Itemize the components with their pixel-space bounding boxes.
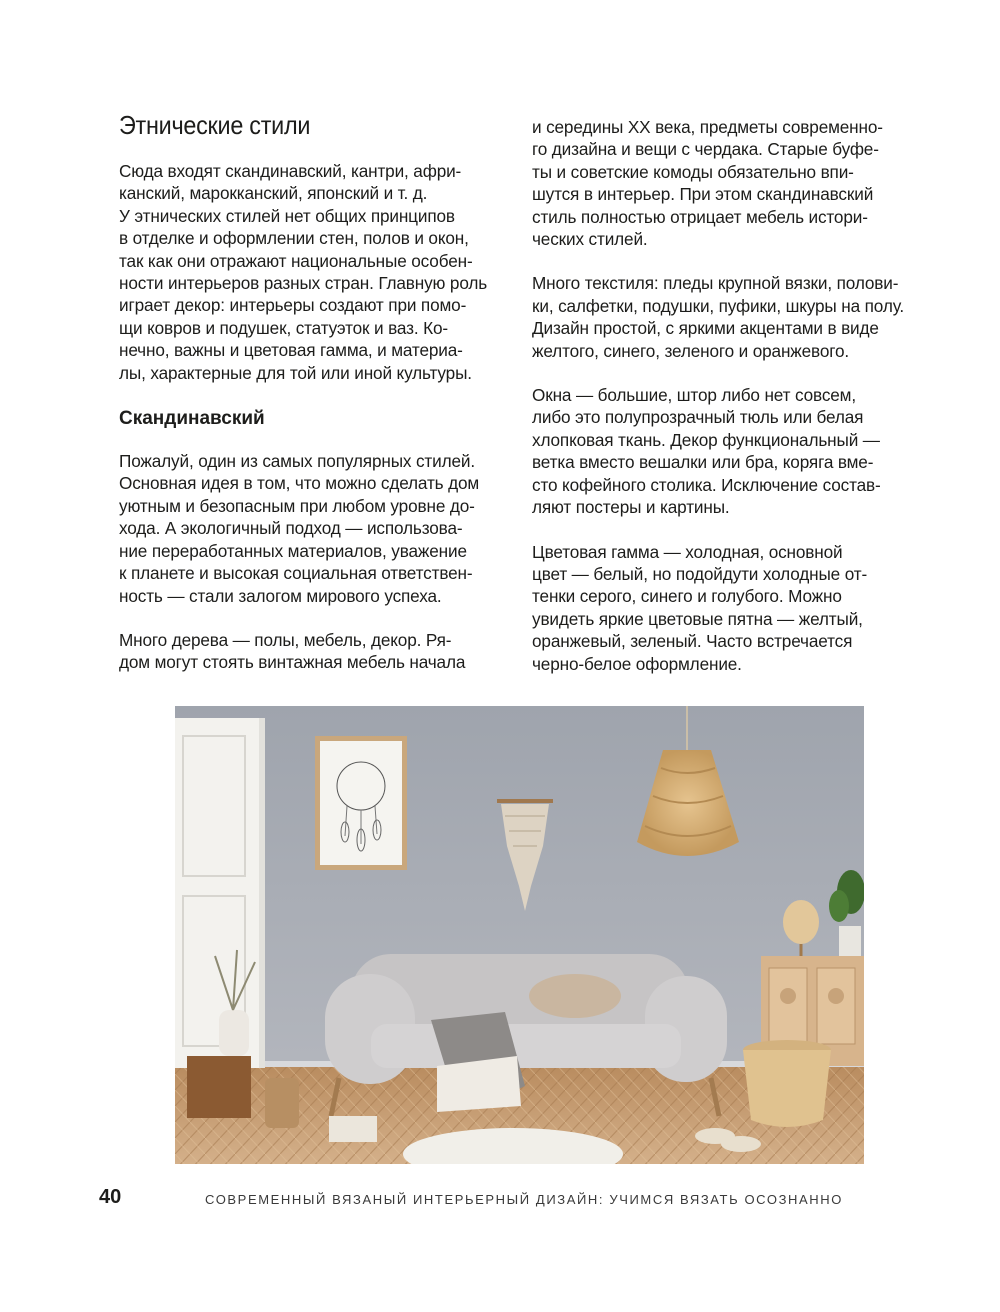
scandinavian-paragraph-1: Пожалуй, один из самых популярных стилей. Основная идея в том, что можно сделать дом уютным и безопасным при любом уровне до- хода. А экологичный подход — использова- ние переработанных материалов, уважение к планете и высокая социальная ответствен- ность — стали залогом мирового успеха. bbox=[119, 451, 480, 606]
section-title: Этнические стили bbox=[119, 110, 311, 140]
subsection-title: Скандинавский bbox=[119, 408, 265, 430]
interior-photo bbox=[175, 706, 864, 1164]
dreamcatcher-poster bbox=[315, 736, 407, 870]
books bbox=[329, 1116, 377, 1142]
wicker-basket bbox=[743, 1040, 831, 1127]
intro-paragraph: Сюда входят скандинавский, кантри, афри- канский, марокканский, японский и т. д. У этнических стилей нет общих принципов в отделке и оформлении стен, полов и окон, так как они отражают национальные особен- ности интерьеров разных стран. Главную роль играет декор: интерьеры создают при помо- щи ковров и подушек, статуэток и ваз. Ко- нечно, важны и цветовая гамма, и материа- лы, характерные для той или иной культуры. bbox=[119, 161, 488, 383]
page-number: 40 bbox=[99, 1186, 122, 1208]
left-column bbox=[119, 108, 511, 696]
scandinavian-paragraph-2: Много дерева — полы, мебель, декор. Ря- дом могут стоять винтажная мебель начала bbox=[119, 629, 466, 673]
right-column bbox=[532, 116, 924, 697]
right-paragraph-4: Цветовая гамма — холодная, основной цвет — белый, но подойдути холодные от- тенки серого, синего и голубого. Можно увидеть яркие цветовые пятна — желтый, оранжевый, зеленый. Часто встречается черно-белое оформление. bbox=[532, 541, 868, 674]
door bbox=[175, 718, 265, 1068]
living-room-illustration bbox=[175, 706, 864, 1164]
running-title: СОВРЕМЕННЫЙ ВЯЗАНЫЙ ИНТЕРЬЕРНЫЙ ДИЗАЙН: УЧИМСЯ ВЯЗАТЬ ОСОЗНАННО bbox=[205, 1192, 843, 1207]
right-paragraph-2: Много текстиля: пледы крупной вязки, полови- ки, салфетки, подушки, пуфики, шкуры на полу. Дизайн простой, с яркими акцентами в виде желтого, синего, зеленого и оранжевого. bbox=[532, 273, 905, 361]
right-paragraph-1: и середины XX века, предметы современно- го дизайна и вещи с чердака. Старые буфе- ты и советские комоды обязательно впи- шутся в интерьер. При этом скандинавский стиль полностью отрицает мебель истори- ческих стилей. bbox=[532, 117, 883, 250]
right-paragraph-3: Окна — большие, штор либо нет совсем, либо это полупрозрачный тюль или белая хлопковая ткань. Декор функциональный — ветка вместо вешалки или бра, коряга вме- сто кофейного столика. Исключение состав- ляют постеры и картины. bbox=[532, 385, 881, 518]
